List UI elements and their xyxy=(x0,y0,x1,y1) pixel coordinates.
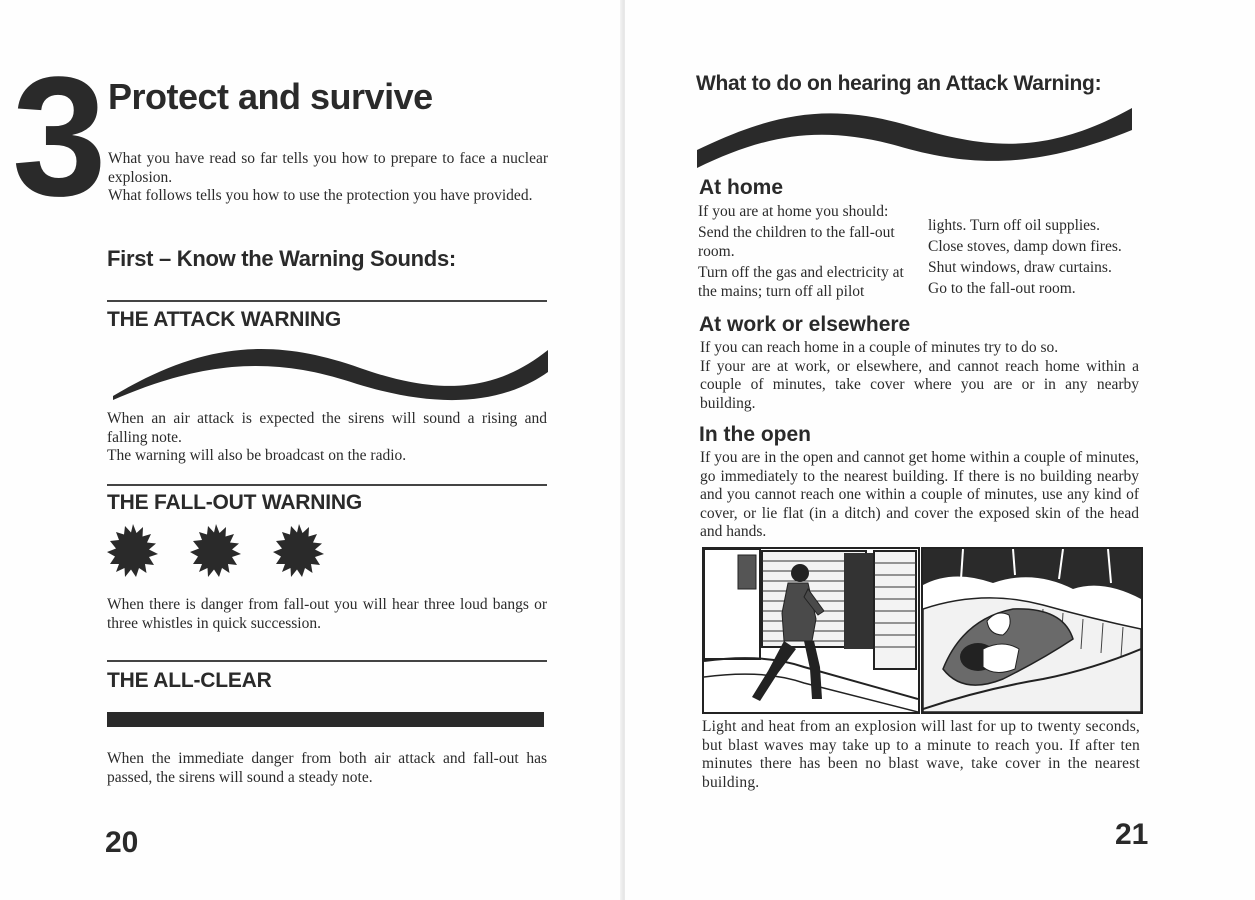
at-home-item: Shut windows, draw curtains. xyxy=(928,259,1112,276)
at-home-lead: If you are at home you should: xyxy=(698,203,889,220)
attack-warning-text xyxy=(107,410,547,466)
bang-icon xyxy=(273,524,324,577)
page-title: Protect and survive xyxy=(108,76,433,117)
fallout-warning-heading: THE FALL-OUT WARNING xyxy=(107,491,362,514)
attack-text-2: The warning will also be broadcast on the radio. xyxy=(107,447,407,464)
at-home-col-2 xyxy=(928,215,1158,299)
in-open-heading: In the open xyxy=(699,423,811,446)
lying-in-ditch-illustration xyxy=(921,547,1143,714)
right-page xyxy=(625,0,1255,900)
at-home-col-1 xyxy=(698,202,910,301)
bang-icon xyxy=(107,524,158,577)
at-home-item: Turn off the gas and electricity at the mains; turn off all pilot xyxy=(698,264,904,300)
at-work-text-2: If your are at work, or elsewhere, and cannot reach home within a couple of minutes, take cover where you are or in any nearby building. xyxy=(700,357,1139,412)
divider xyxy=(107,300,547,302)
fallout-warning-text: When there is danger from fall-out you will hear three loud bangs or three whistles in quick succession. xyxy=(107,596,547,632)
at-work-text-1: If you can reach home in a couple of minutes try to do so. xyxy=(700,339,1059,356)
at-home-heading: At home xyxy=(699,176,783,199)
intro-paragraph-2: What follows tells you how to use the protection you have provided. xyxy=(108,187,533,204)
bang-icon xyxy=(190,524,241,577)
all-clear-heading: THE ALL-CLEAR xyxy=(107,669,272,692)
rising-falling-siren-icon xyxy=(693,104,1135,170)
three-bangs-icon xyxy=(104,522,330,582)
chapter-number: 3 xyxy=(12,42,103,232)
divider xyxy=(107,484,547,486)
at-home-item: Go to the fall-out room. xyxy=(928,280,1076,297)
intro-paragraph-1: What you have read so far tells you how to prepare to face a nuclear explosion. xyxy=(108,150,548,186)
warning-sounds-heading: First – Know the Warning Sounds: xyxy=(107,246,456,271)
attack-warning-heading: THE ATTACK WARNING xyxy=(107,308,341,331)
at-work-heading: At work or elsewhere xyxy=(699,313,911,336)
blast-caption: Light and heat from an explosion will last for up to twenty seconds, but blast waves may take up to a minute to reach you. If after ten minutes there has been no blast wave, take cover in the nearest building. xyxy=(702,718,1140,791)
at-work-text xyxy=(700,339,1139,413)
steady-note-bar xyxy=(107,712,544,727)
page-number-right: 21 xyxy=(1115,818,1149,851)
attack-text-1: When an air attack is expected the sirens will sound a rising and falling note. xyxy=(107,410,547,446)
at-home-item: Send the children to the fall-out room. xyxy=(698,224,895,260)
running-to-building-illustration xyxy=(702,547,920,714)
intro-text xyxy=(108,150,548,206)
at-home-item: Close stoves, damp down fires. xyxy=(928,238,1122,255)
divider xyxy=(107,660,547,662)
page-number-left: 20 xyxy=(105,826,139,859)
left-page xyxy=(0,0,624,900)
at-home-item: lights. Turn off oil supplies. xyxy=(928,217,1100,234)
in-open-text: If you are in the open and cannot get home within a couple of minutes, go immediately to the nearest building. If there is no building nearby and you cannot reach one within a couple of minutes, use any kind of cover, or lie flat (in a ditch) and cover the exposed skin of the head and hands. xyxy=(700,449,1139,540)
all-clear-text: When the immediate danger from both air attack and fall-out has passed, the sirens will sound a steady note. xyxy=(107,750,547,786)
attack-warning-page-heading: What to do on hearing an Attack Warning: xyxy=(696,72,1102,95)
rising-falling-siren-icon xyxy=(105,340,551,402)
